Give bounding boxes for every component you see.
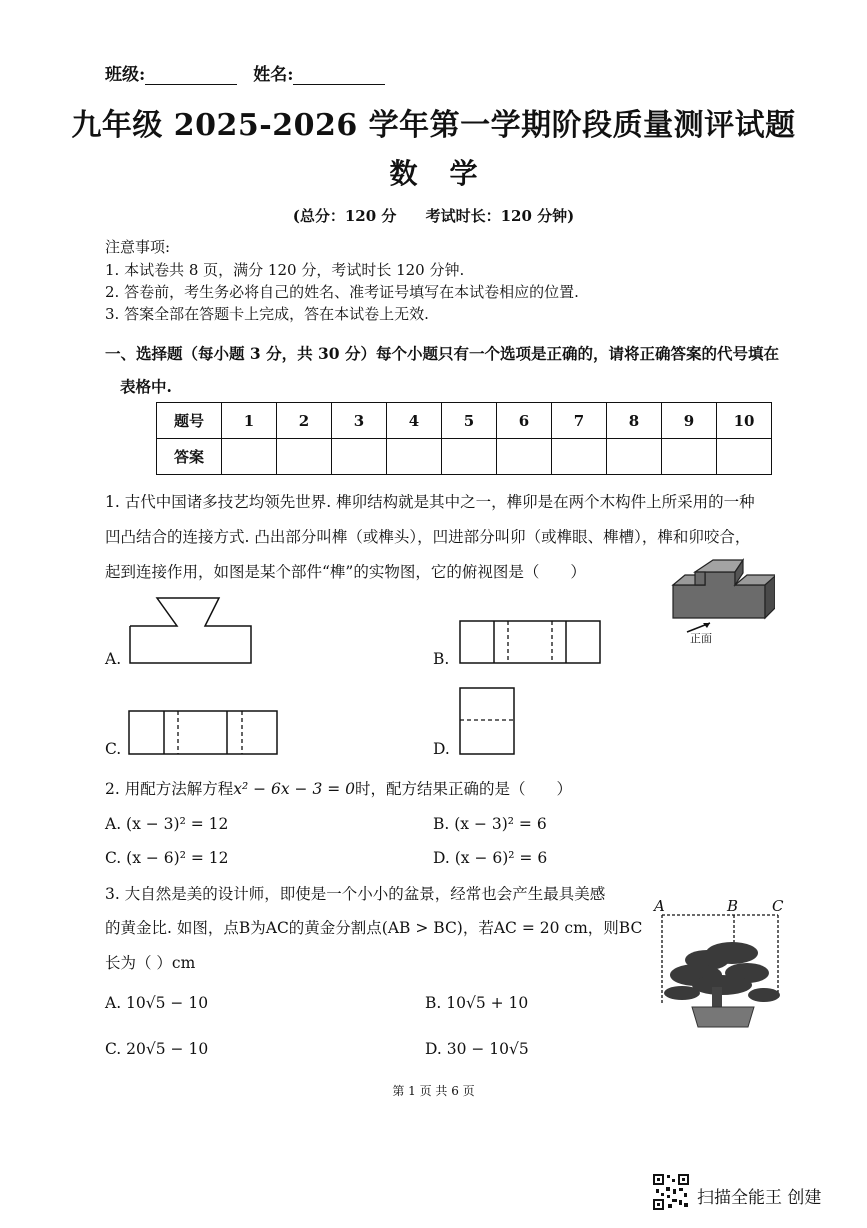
q1-option-b-label[interactable]: B. [433,650,450,668]
row-head-answer: 答案 [157,439,222,475]
q3-option-d[interactable]: D. 30 − 10√5 [425,1040,529,1058]
answer-cell[interactable] [277,439,332,475]
question-number: 10 [717,403,772,439]
class-blank[interactable] [145,68,237,85]
qr-code-icon [652,1173,690,1211]
q2-stem [105,779,572,800]
point-b-label: B [727,897,739,915]
class-label: 班级: [105,65,146,85]
header-line [105,60,395,85]
q2-option-a[interactable]: A. (x − 3)² = 12 [105,815,229,833]
question-number: 4 [387,403,442,439]
q2-stem-text-end: 时，配方结果正确的是（ ） [355,780,573,798]
q3-option-b[interactable]: B. 10√5 + 10 [425,994,529,1012]
row-head-number: 题号 [157,403,222,439]
total-score: (总分：120 分 [292,207,397,225]
notice-item: 2. 答卷前，考生务必将自己的姓名、准考证号填写在本试卷相应的位置. [105,283,579,301]
q3-line: 的黄金比. 如图，点B为AC的黄金分割点(AB > BC)，若AC = 20 cm，则BC [105,919,643,937]
question-number: 5 [442,403,497,439]
answer-cell[interactable] [717,439,772,475]
q1-option-c-label[interactable]: C. [105,740,122,758]
point-c-label: C [772,897,784,915]
subject-title: 数学 [389,157,510,190]
section-heading: 一、选择题（每小题 3 分，共 30 分）每个小题只有一个选项是正确的，请将正确答案的代号填在 [105,344,779,363]
q1-option-d-label[interactable]: D. [433,740,450,758]
table-row-answers [157,439,772,475]
q1-line: 起到连接作用，如图是某个部件“榫”的实物图，它的俯视图是（ ） [105,563,586,581]
q1-option-d-figure [458,686,518,758]
answer-cell[interactable] [607,439,662,475]
exam-title: 九年级 2025-2026 学年第一学期阶段质量测评试题 [71,108,796,143]
answer-cell[interactable] [222,439,277,475]
answer-cell[interactable] [662,439,717,475]
q1-line: 1. 古代中国诸多技艺均领先世界. 榫卯结构就是其中之一，榫卯是在两个木构件上所采用的一种 [105,493,755,511]
page-footer: 第 1 页 共 6 页 [392,1084,475,1098]
q2-option-d[interactable]: D. (x − 6)² = 6 [433,849,548,867]
q1-line: 凹凸结合的连接方式. 凸出部分叫榫（或榫头），凹进部分叫卯（或榫眼、榫槽），榫和卯咬合， [105,528,751,546]
question-number: 3 [332,403,387,439]
question-number: 8 [607,403,662,439]
q2-stem-text: 2. 用配方法解方程 [105,780,234,798]
q2-equation: x² − 6x − 3 = 0 [233,780,356,798]
name-blank[interactable] [293,68,385,85]
q2-option-c[interactable]: C. (x − 6)² = 12 [105,849,229,867]
answer-table [156,402,772,475]
answer-cell[interactable] [332,439,387,475]
section-heading-cont: 表格中. [120,377,172,396]
answer-cell[interactable] [442,439,497,475]
q3-line: 长为（ ）cm [105,954,196,972]
q1-option-a-figure [127,596,255,666]
question-number: 9 [662,403,717,439]
answer-cell[interactable] [552,439,607,475]
q1-option-a-label[interactable]: A. [105,650,122,668]
front-label: 正面 [690,632,712,645]
exam-duration: 考试时长：120 分钟) [425,207,575,225]
notice-item: 1. 本试卷共 8 页，满分 120 分，考试时长 120 分钟. [105,261,465,279]
question-number: 6 [497,403,552,439]
question-number: 2 [277,403,332,439]
notice-heading: 注意事项: [105,238,171,256]
bonsai-figure [652,895,792,1045]
scanner-brand: 扫描全能王 创建 [697,1188,822,1208]
notice-item: 3. 答案全部在答题卡上完成，答在本试卷上无效. [105,305,429,323]
table-row-numbers [157,403,772,439]
question-number: 7 [552,403,607,439]
tenon-object-figure [665,550,775,645]
answer-cell[interactable] [387,439,442,475]
q3-line: 3. 大自然是美的设计师，即使是一个小小的盆景，经常也会产生最具美感 [105,885,606,903]
answer-cell[interactable] [497,439,552,475]
q3-option-c[interactable]: C. 20√5 − 10 [105,1040,209,1058]
name-label: 姓名: [253,65,294,85]
q3-option-a[interactable]: A. 10√5 − 10 [105,994,209,1012]
point-a-label: A [654,897,665,915]
question-number: 1 [222,403,277,439]
q2-option-b[interactable]: B. (x − 3)² = 6 [433,815,547,833]
q1-option-b-figure [458,619,604,667]
q1-option-c-figure [127,709,281,757]
score-info [0,205,867,226]
